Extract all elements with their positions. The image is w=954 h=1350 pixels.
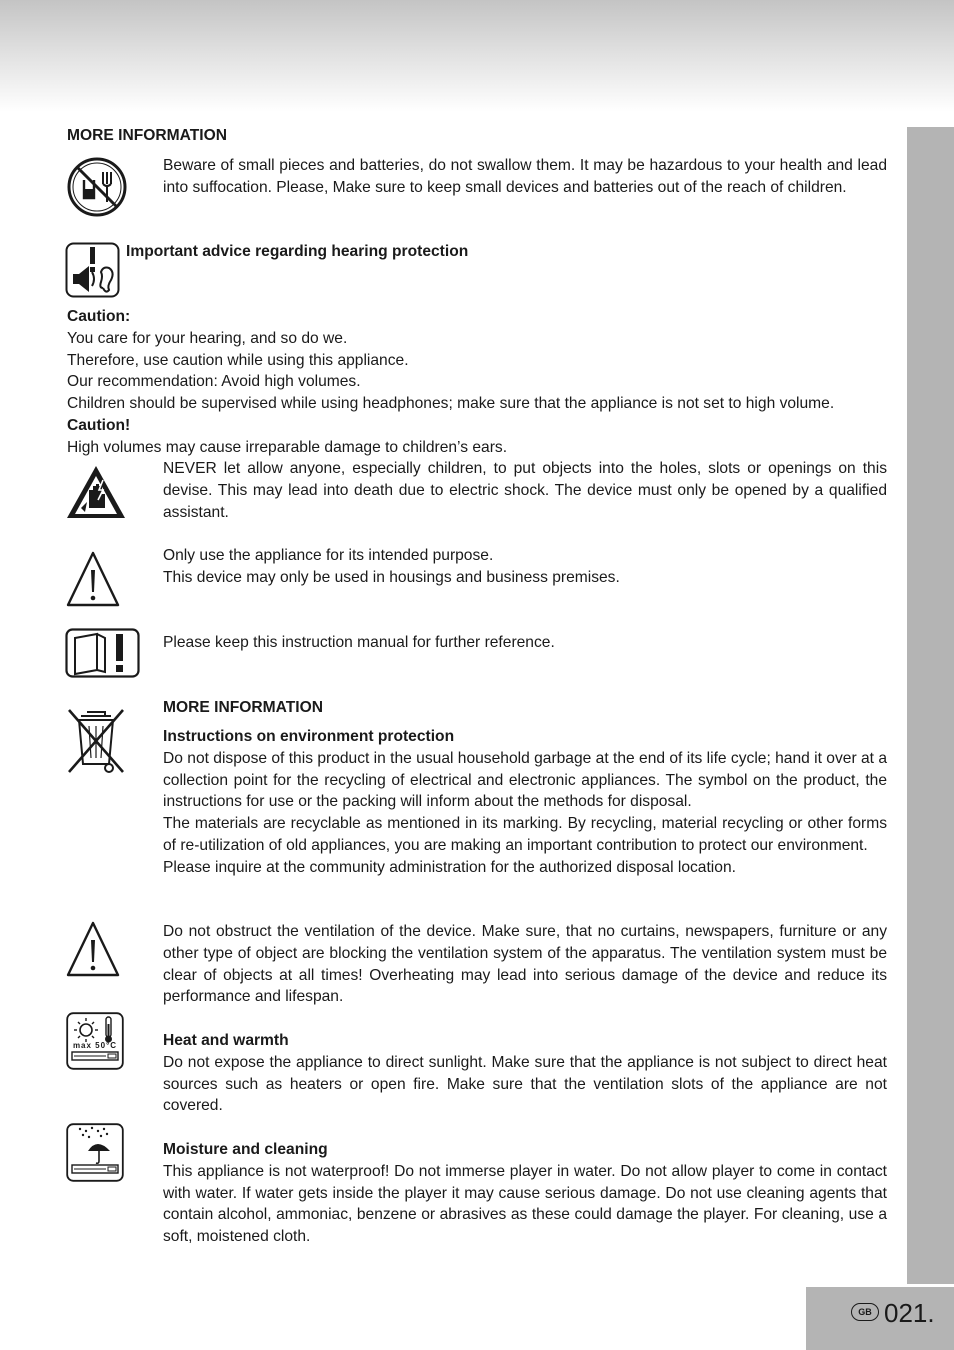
moisture-text: This appliance is not waterproof! Do not immerse player in water. Do not allow player to come in contact with water. If water gets inside the player it may cause serious damage. Do not use cleaning agents that contain alcohol, ammoniac, benzene or abrasives as these could damage the player. For cleaning, use a soft, moistened cloth.: [163, 1162, 887, 1246]
manual-text: Please keep this instruction manual for further reference.: [163, 634, 555, 651]
side-band: [907, 127, 954, 1284]
purpose-line: This device may only be used in housings and business premises.: [163, 568, 620, 586]
hearing-line: You care for your hearing, and so do we.: [67, 329, 348, 347]
electric-shock-text: NEVER let allow anyone, especially children, to put objects into the holes, slots or openings on this devise. This may lead into death due to electric shock. The device must only be opened by a qualified assistant.: [163, 460, 887, 521]
heat-text: Do not expose the appliance to direct sunlight. Make sure that the appliance is not subject to direct heat sources such as heaters or open fire. Make sure that the ventilation slots of the appliance are not covered.: [163, 1053, 887, 1115]
caution-label-2: Caution!: [67, 416, 131, 434]
warning-triangle-icon: [66, 550, 120, 608]
ventilation-warning-icon: [66, 920, 120, 978]
weee-bin-icon: [65, 706, 127, 774]
instruction-manual-icon: [65, 628, 141, 679]
small-parts-text: Beware of small pieces and batteries, do not swallow them. It may be hazardous to your health and lead into suffocation. Please, Make sure to keep small devices and batteries out of the reach of children.: [163, 157, 887, 196]
hearing-warning-line: High volumes may cause irreparable damage to children’s ears.: [67, 438, 508, 456]
environment-subheading: Instructions on environment protection: [163, 728, 455, 745]
environment-paragraph: Do not dispose of this product in the usual household garbage at the end of its life cycle; hand it over at a collection point for the recycling of electrical and electronic appliances. The symbol on the product, the instructions for use or the packing will inform about the methods for disposal.: [163, 749, 887, 811]
caution-label: Caution:: [67, 308, 131, 325]
no-swallow-icon: [66, 156, 128, 218]
page-number: 021.: [884, 1298, 935, 1328]
environment-block: [163, 726, 887, 879]
purpose-line: Only use the appliance for its intended purpose.: [163, 547, 494, 564]
hearing-line: Therefore, use caution while using this appliance.: [67, 351, 409, 369]
moisture-icon: [66, 1123, 124, 1182]
hearing-line: Children should be supervised while using headphones; make sure that the appliance is not set to high volume.: [67, 395, 835, 413]
region-badge: GB: [851, 1303, 879, 1321]
moisture-heading: Moisture and cleaning: [163, 1141, 328, 1158]
intended-purpose-block: [163, 545, 887, 589]
heat-warmth-icon: [66, 1012, 124, 1070]
section-heading: MORE INFORMATION: [67, 127, 227, 144]
heat-block: [163, 1030, 887, 1117]
header-band: [0, 0, 954, 112]
max-temp-label: max 50°C: [72, 1041, 118, 1050]
environment-section-heading: MORE INFORMATION: [163, 699, 323, 716]
electric-shock-warning-icon: [65, 464, 127, 520]
heat-heading: Heat and warmth: [163, 1032, 289, 1049]
moisture-block: [163, 1139, 887, 1248]
hearing-protection-icon: [65, 242, 120, 298]
hearing-line: Our recommendation: Avoid high volumes.: [67, 373, 361, 391]
environment-paragraph: The materials are recyclable as mentioned in its marking. By recycling, material recycling or other forms of re-utilization of old appliances, you are making an important contribution to protect our environment.: [163, 815, 887, 854]
environment-paragraph: Please inquire at the community administration for the authorized disposal location.: [163, 858, 736, 876]
hearing-title: Important advice regarding hearing protection: [126, 243, 469, 260]
ventilation-text: Do not obstruct the ventilation of the device. Make sure, that no curtains, newspapers, furniture or any other type of object are blocking the ventilation system of the apparatus. The ventilation system must be clear of objects at all times! Overheating may lead into serious damage of the device and reduce its performance and lifespan.: [163, 923, 887, 1006]
hearing-caution-block: [67, 306, 897, 459]
